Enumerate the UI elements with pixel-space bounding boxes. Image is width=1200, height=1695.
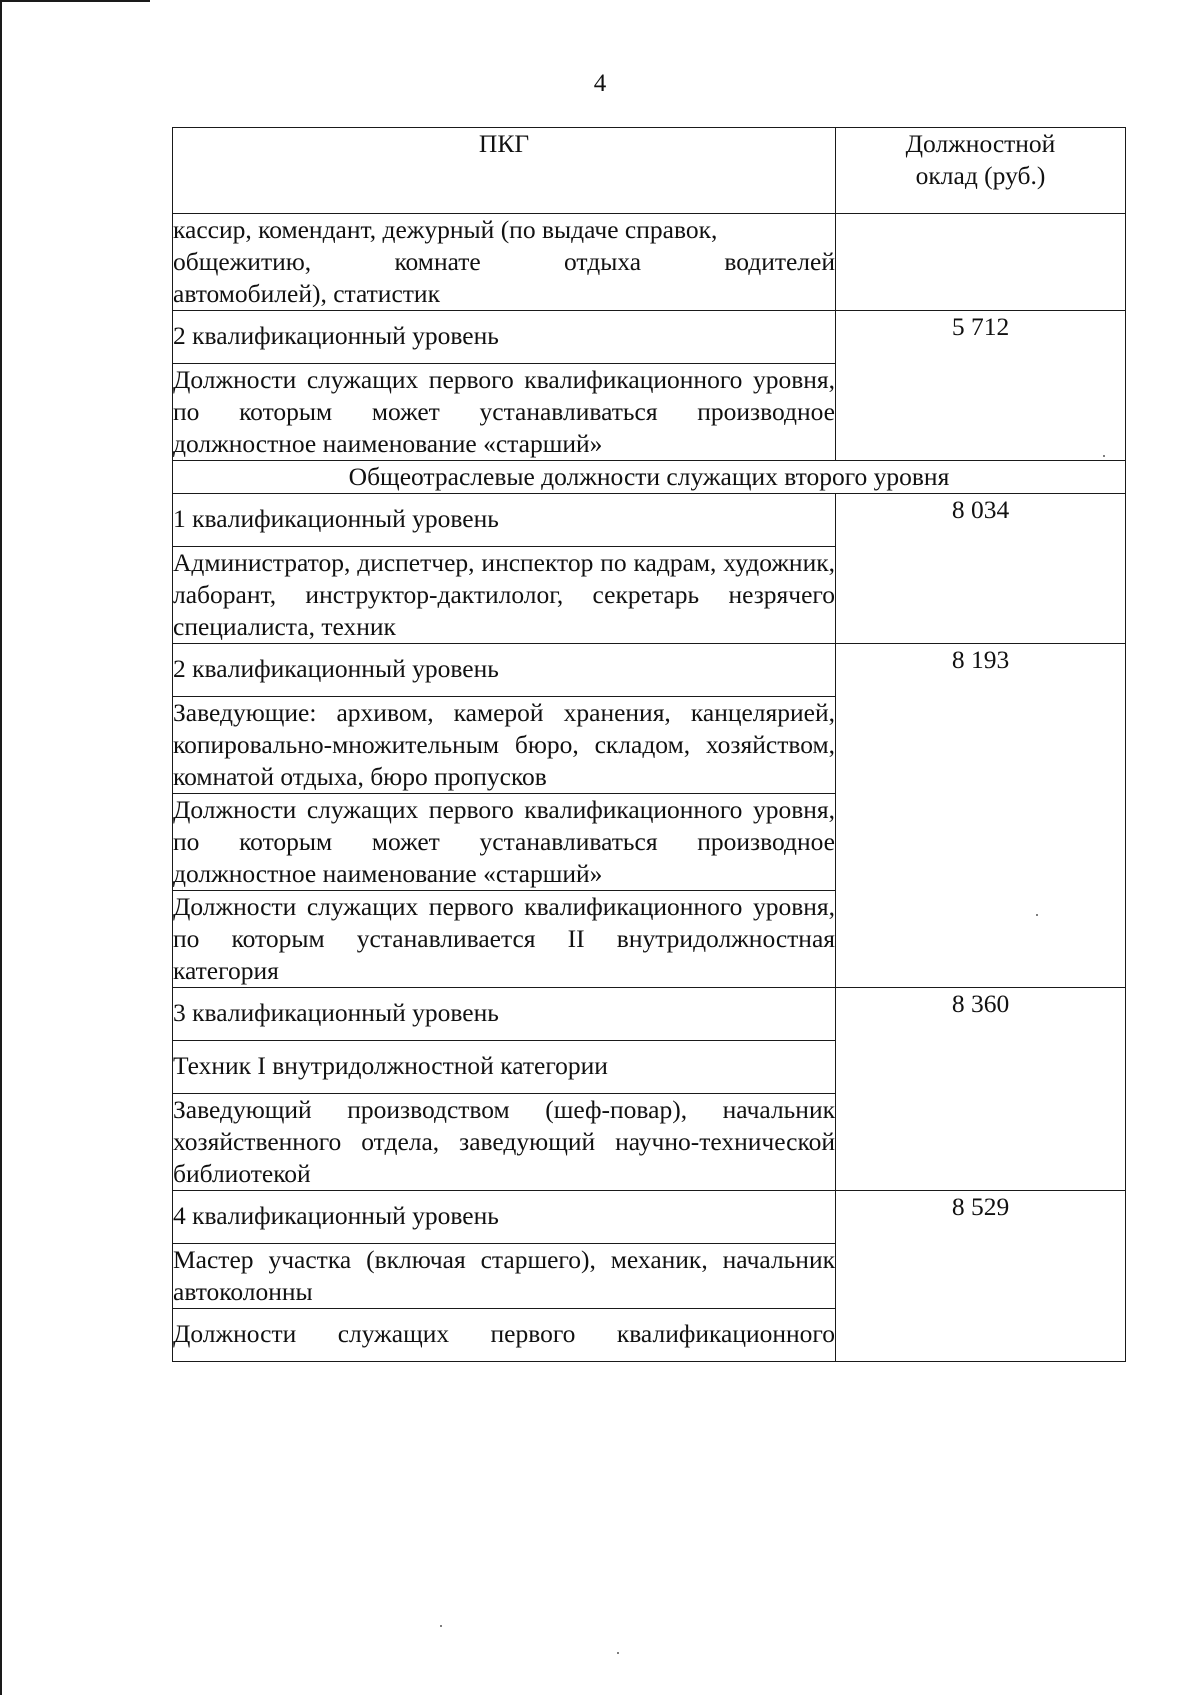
salary-value: 8 034: [836, 494, 1126, 644]
table-row: [173, 494, 1126, 547]
salary-value: 5 712: [836, 311, 1126, 461]
continuation-line-3: автомобилей), статистик: [173, 279, 440, 308]
empty-salary-cell: [836, 214, 1126, 311]
level-label: 2 квалификационный уровень: [173, 311, 836, 364]
scan-speck: [440, 1625, 442, 1627]
level-description: Заведующие: архивом, камерой хранения, канцелярией, копировально-множительным бюро, складом, хозяйством, комнатой отдыха, бюро пропусков: [173, 697, 836, 794]
level-label: 2 квалификационный уровень: [173, 644, 836, 697]
word: общежитию,: [173, 247, 312, 276]
table-row: [173, 1191, 1126, 1244]
word: комнате: [394, 247, 481, 276]
section-title: Общеотраслевые должности служащих второго уровня: [173, 461, 1126, 494]
word: водителей: [724, 247, 835, 276]
salary-value: 8 360: [836, 988, 1126, 1191]
table-row: [173, 644, 1126, 697]
level-description: Должности служащих первого квалификационного: [173, 1309, 836, 1362]
scan-speck: [1036, 914, 1038, 916]
scan-edge-top: [0, 0, 150, 2]
salary-value: 8 529: [836, 1191, 1126, 1362]
table-row: [173, 311, 1126, 364]
header-salary: Должностной оклад (руб.): [836, 128, 1126, 214]
table-header-row: [173, 128, 1126, 214]
salary-value: 8 193: [836, 644, 1126, 988]
table-row: [173, 988, 1126, 1041]
level-description: Должности служащих первого квалификационного уровня, по которым устанавливается II внутридолжностная категория: [173, 891, 836, 988]
scan-speck: [617, 1652, 619, 1654]
continuation-line-2: [173, 246, 835, 278]
level-label: 3 квалификационный уровень: [173, 988, 836, 1041]
header-pkg: ПКГ: [173, 128, 836, 214]
salary-table: [172, 127, 1126, 1362]
word: отдыха: [564, 247, 642, 276]
level-description: Заведующий производством (шеф-повар), начальник хозяйственного отдела, заведующий научно-технической библиотекой: [173, 1094, 836, 1191]
scan-edge-left: [0, 0, 2, 1695]
level-description: Должности служащих первого квалификационного уровня, по которым может устанавливаться производное должностное наименование «старший»: [173, 794, 836, 891]
level-description: Мастер участка (включая старшего), механик, начальник автоколонны: [173, 1244, 836, 1309]
continuation-cell: [173, 214, 836, 311]
level-label: 4 квалификационный уровень: [173, 1191, 836, 1244]
scan-speck: [1103, 455, 1105, 457]
continuation-line-1: кассир, комендант, дежурный (по выдаче справок,: [173, 215, 718, 244]
page-number: 4: [593, 70, 607, 97]
level-description: Техник I внутридолжностной категории: [173, 1041, 836, 1094]
level-label: 1 квалификационный уровень: [173, 494, 836, 547]
table-row: [173, 214, 1126, 311]
level-description: Должности служащих первого квалификационного уровня, по которым может устанавливаться производное должностное наименование «старший»: [173, 364, 836, 461]
level-description: Администратор, диспетчер, инспектор по кадрам, художник, лаборант, инструктор-дактилолог, секретарь незрячего специалиста, техник: [173, 547, 836, 644]
table-row: [173, 461, 1126, 494]
